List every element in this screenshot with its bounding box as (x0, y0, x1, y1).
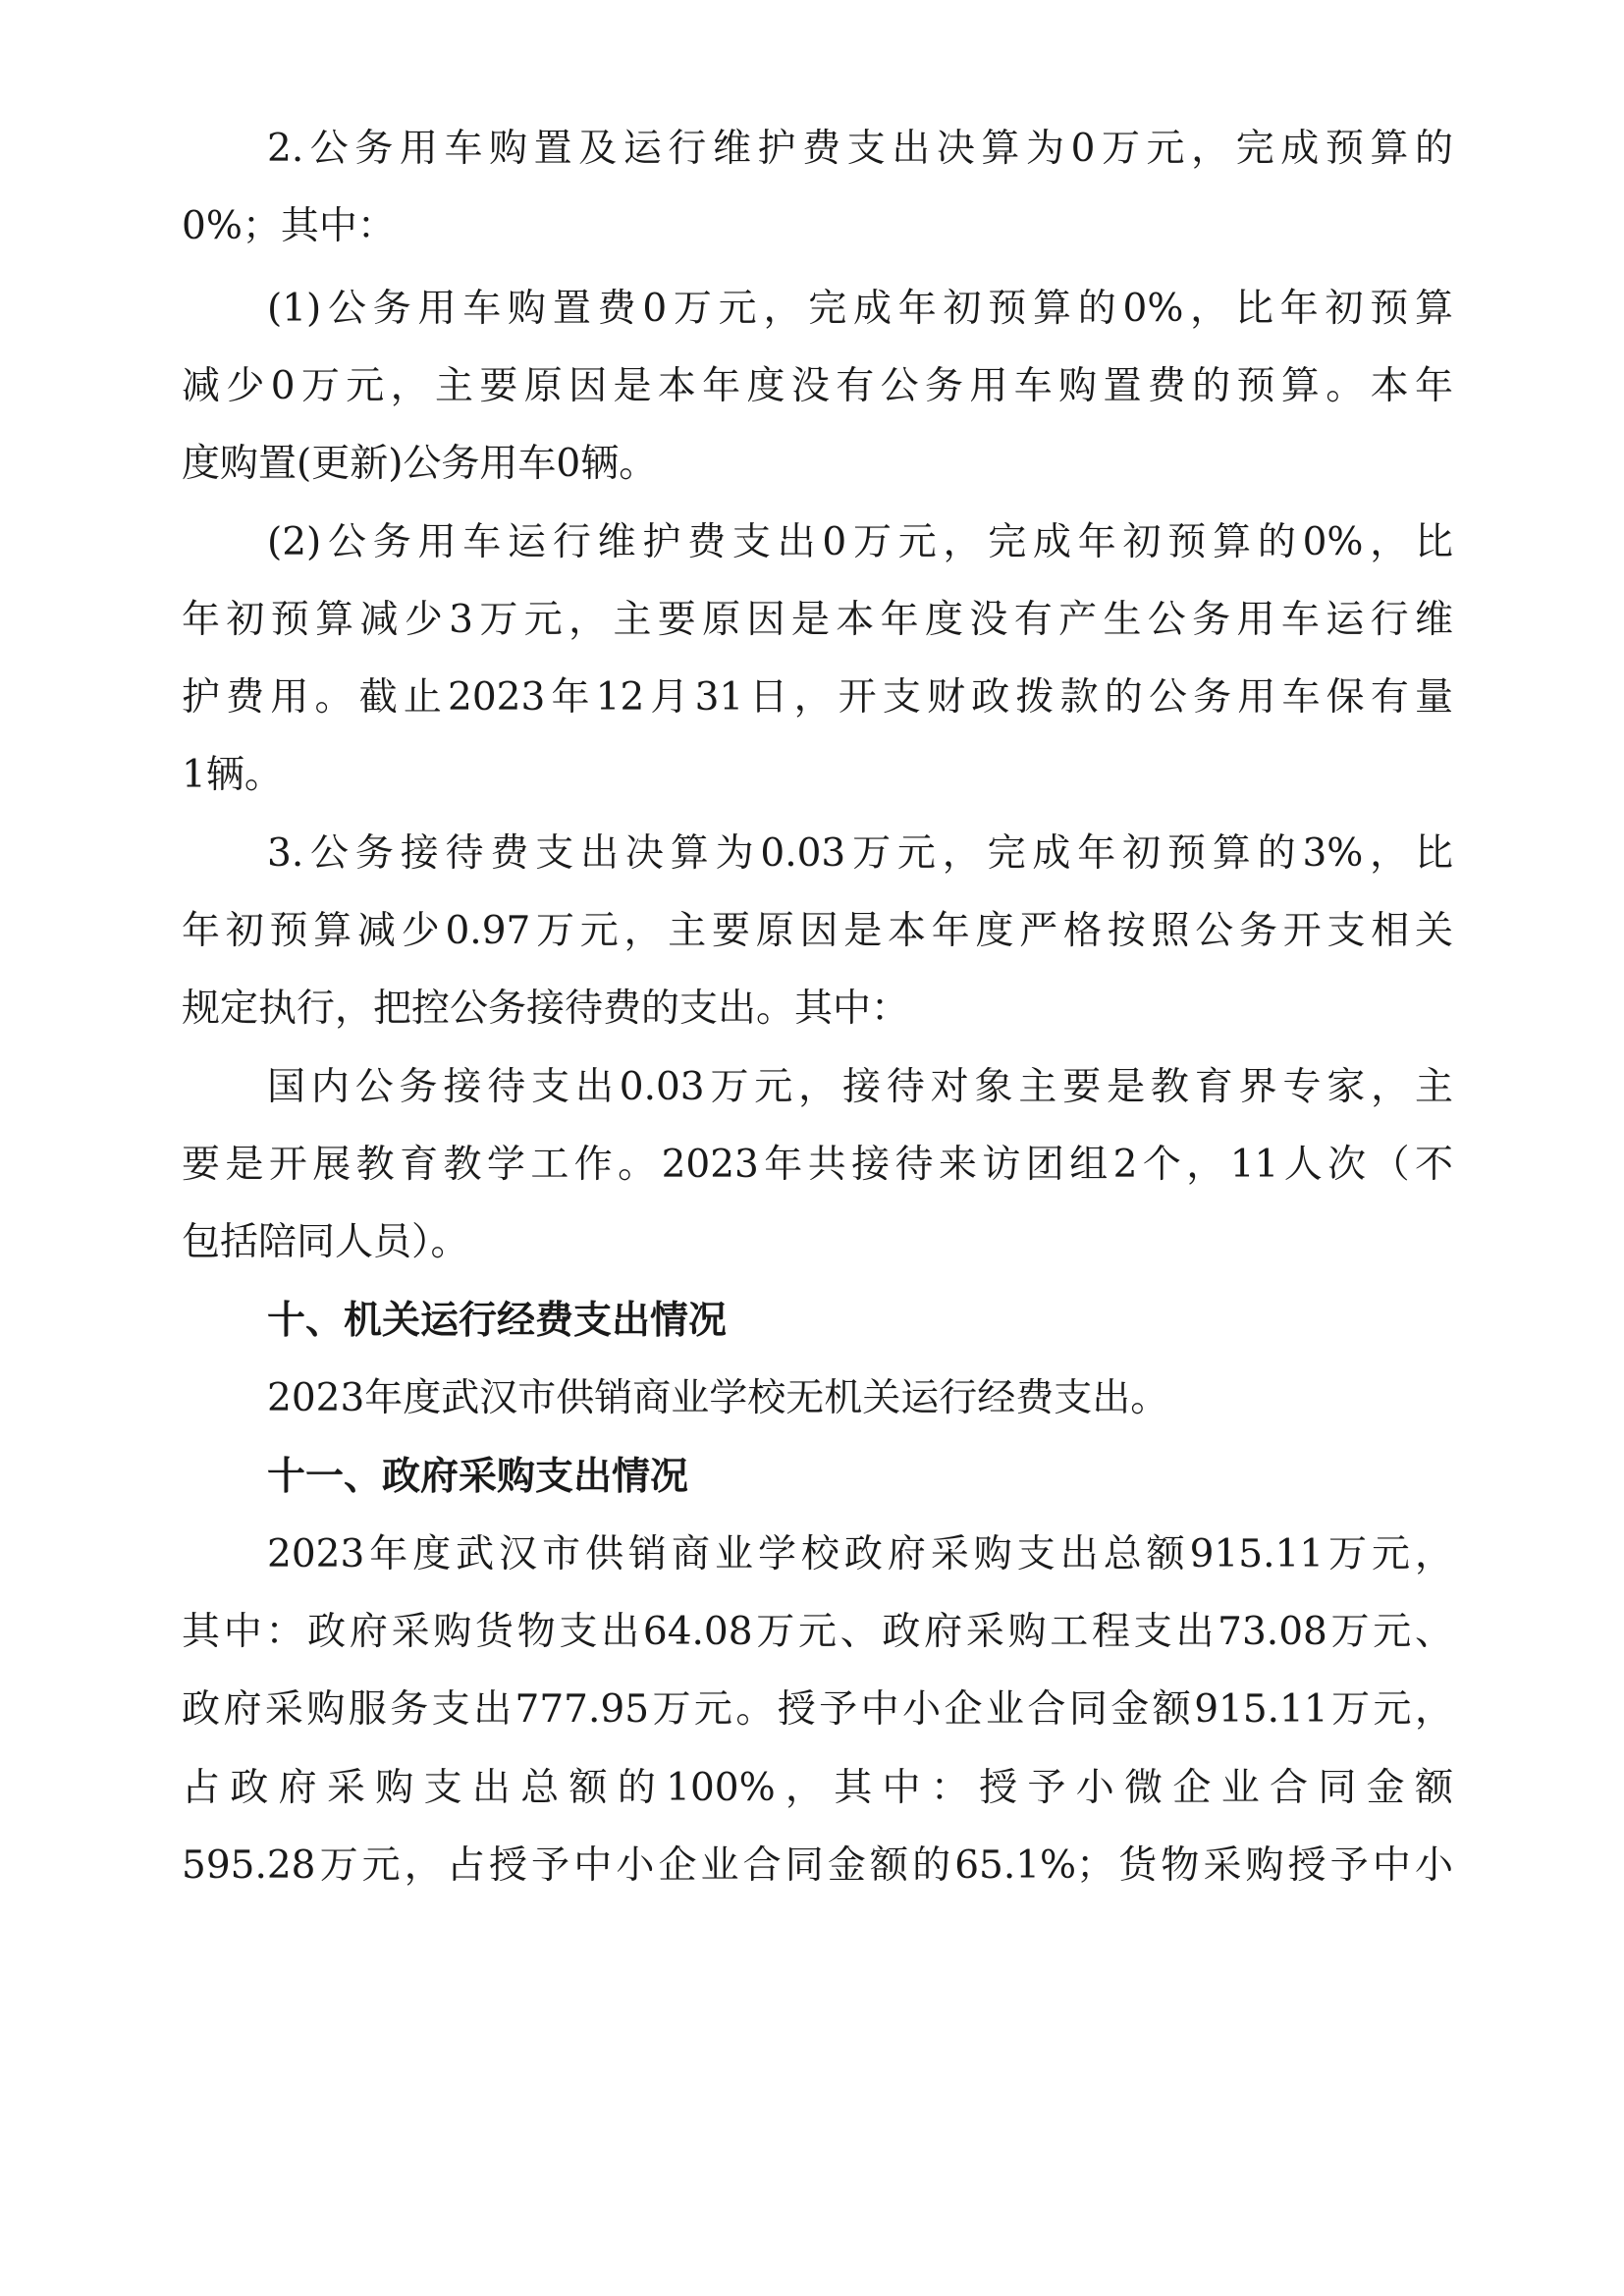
paragraph-line: 其中：政府采购货物支出64.08万元、政府采购工程支出73.08万元、 (182, 1610, 1453, 1654)
paragraph-line: 国内公务接待支出0.03万元，接待对象主要是教育界专家，主 (267, 1065, 1453, 1109)
paragraph-line: 年初预算减少3万元，主要原因是本年度没有产生公务用车运行维 (182, 598, 1453, 642)
paragraph-line: 规定执行，把控公务接待费的支出。其中： (182, 987, 910, 1031)
paragraph-line: (2)公务用车运行维护费支出0万元，完成年初预算的0%，比 (267, 520, 1453, 564)
paragraph-line: 2.公务用车购置及运行维护费支出决算为0万元，完成预算的 (267, 127, 1453, 171)
paragraph-line: 减少0万元，主要原因是本年度没有公务用车购置费的预算。本年 (182, 364, 1453, 408)
paragraph-line: 护费用。截止2023年12月31日，开支财政拨款的公务用车保有量 (182, 675, 1453, 720)
paragraph-line: 政府采购服务支出777.95万元。授予中小企业合同金额915.11万元， (182, 1687, 1453, 1732)
paragraph-line: 占政府采购支出总额的100%，其中：授予小微企业合同金额 (182, 1766, 1453, 1810)
section-heading: 十一、政府采购支出情况 (267, 1455, 689, 1499)
paragraph-line: 0%；其中： (182, 204, 396, 248)
section-heading: 十、机关运行经费支出情况 (267, 1299, 728, 1343)
paragraph-line: 2023年度武汉市供销商业学校政府采购支出总额915.11万元， (267, 1532, 1453, 1576)
paragraph-line: 包括陪同人员）。 (182, 1220, 469, 1264)
paragraph-line: 度购置(更新)公务用车0辆。 (182, 442, 658, 486)
paragraph-line: 1辆。 (182, 753, 283, 797)
paragraph-line: 2023年度武汉市供销商业学校无机关运行经费支出。 (267, 1376, 1169, 1420)
paragraph-line: 3.公务接待费支出决算为0.03万元，完成年初预算的3%，比 (267, 831, 1453, 876)
paragraph-line: 595.28万元，占授予中小企业合同金额的65.1%；货物采购授予中小 (182, 1843, 1453, 1888)
paragraph-line: 要是开展教育教学工作。2023年共接待来访团组2个，11人次（不 (182, 1143, 1453, 1187)
paragraph-line: (1)公务用车购置费0万元，完成年初预算的0%，比年初预算 (267, 287, 1453, 331)
paragraph-line: 年初预算减少0.97万元，主要原因是本年度严格按照公务开支相关 (182, 909, 1453, 953)
